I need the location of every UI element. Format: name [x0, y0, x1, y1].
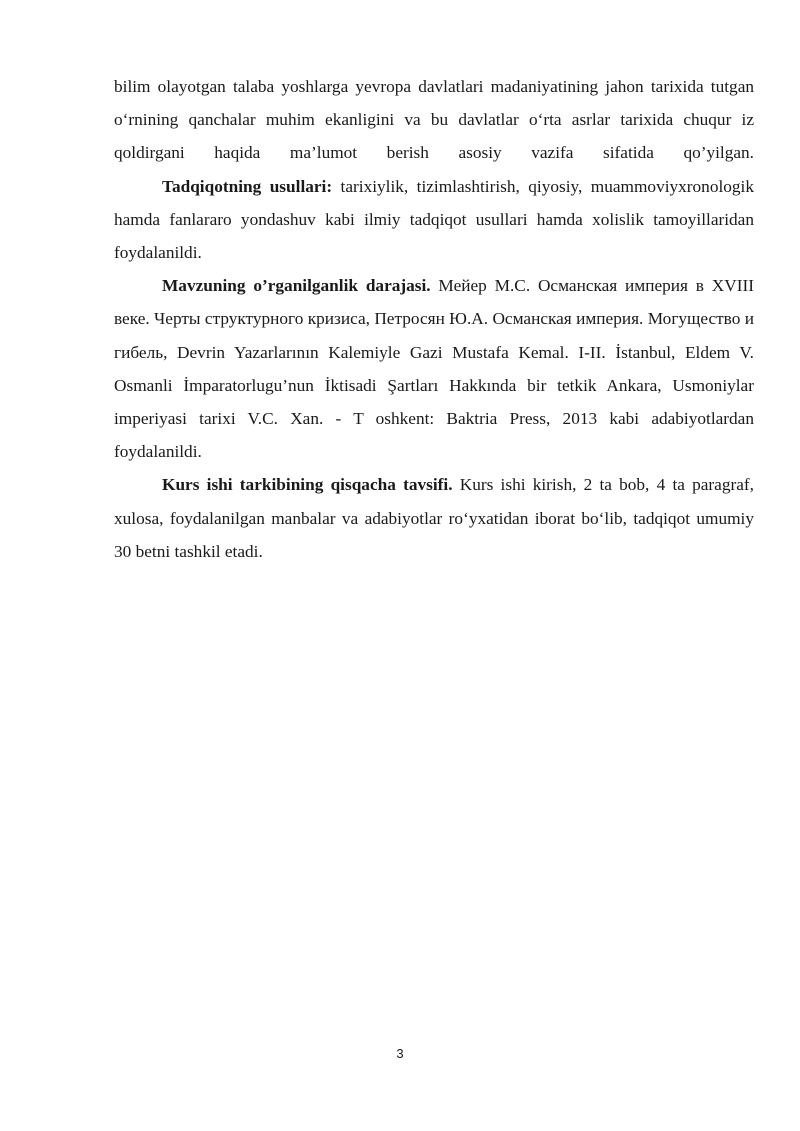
- paragraph-text: tarixiylik, tizimlashtirish, qiyosiy, muammoviyxronologik hamda fanlararo yondashuv kabi ilmiy tadqiqot usullari hamda xolislik tamoyillaridan foydalanildi.: [114, 176, 754, 263]
- paragraph-intro: [114, 70, 754, 170]
- paragraph-text: Kurs ishi kirish, 2 ta bob, 4 ta paragraf, xulosa, foydalanilgan manbalar va adabiyotlar ro‘yxatidan iborat bo‘lib, tadqiqot umumiy 30 betni tashkil etadi.: [114, 475, 754, 561]
- document-body: [114, 70, 754, 568]
- paragraph-research-methods: [114, 170, 754, 270]
- paragraph-heading: Mavzuning o’rganilganlik darajasi.: [162, 276, 431, 296]
- paragraph-heading: Kurs ishi tarkibining qisqacha tavsifi.: [162, 475, 453, 495]
- paragraph-text: Мейер М.С. Османская империя в XVIII веке. Черты структурного кризиса, Петросян Ю.А. Османская империя. Могущество и гибель, Devrin Yazarlarının Kalemiyle Gazi Mustafa Kemal. I-II. İstanbul, Eldem V. Osmanli İmparatorlugu’nun İktisadi Şartları Hakkında bir tetkik Ankara, Usmoniylar imperiyasi tarixi V.C. Xan. - T oshkent: Baktria Press, 2013 kabi adabiyotlardan foydalanildi.: [114, 276, 754, 462]
- paragraph-literature-review: [114, 269, 754, 468]
- paragraph-text: bilim olayotgan talaba yoshlarga yevropa davlatlari madaniyatining jahon tarixida tutgan o‘rnining qanchalar muhim ekanligini va bu davlatlar o‘rta asrlar tarixida chuqur iz qoldirgani haqida ma’lumot berish asosiy vazifa sifatida qo’yilgan.: [114, 77, 754, 163]
- page-number: 3: [396, 1046, 404, 1061]
- paragraph-heading: Tadqiqotning usullari:: [162, 176, 333, 196]
- paragraph-structure: [114, 468, 754, 568]
